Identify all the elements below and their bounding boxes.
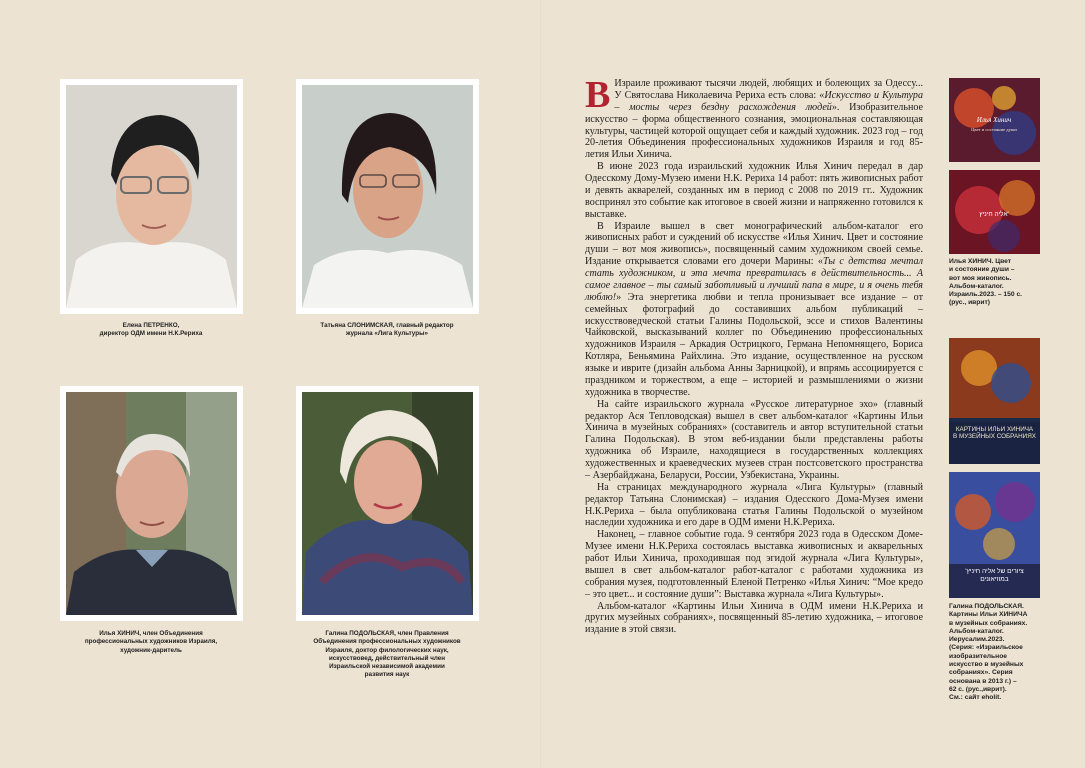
- book-cover-4-title: ציורים של אליה חיניץ' במוזיאונים: [965, 568, 1024, 583]
- book-cover-4: [949, 472, 1040, 598]
- article-body: [585, 74, 923, 636]
- portrait-petrenko-image: [66, 85, 237, 308]
- portrait-khinich-image: [66, 392, 237, 615]
- book-cover-1-title: Илья Хинич: [976, 116, 1012, 124]
- book-caption-2: Галина ПОДОЛЬСКАЯ. Картины Ильи ХИНИЧА в музейных собраниях. Альбом-каталог. Иерусалим.2023. (Серия: «Израильское изобразительное искусство в музейных собраниях». Серия основана в 2013 г.) – 62 с. (рус.,иврит). См.: сайт eholit.: [949, 603, 1028, 702]
- portrait-podolskaya-image: [302, 392, 473, 615]
- book-caption-1: Илья ХИНИЧ. Цвет и состояние души – вот моя живопись. Альбом-каталог. Израиль.2023. – 150 с. (рус., иврит): [949, 258, 1023, 307]
- portrait-khinich: [60, 386, 243, 621]
- article-paragraph-6: Наконец, – главное событие года. 9 сентября 2023 года в Одесском Доме-Музее имени Н.К.Рериха состоялась выставка живописных и акварельных работ Ильи Хинича, проходившая под эгидой журнала «Лига Культуры», вышел в свет альбом-каталог работ-каталог с работами художника из собрания музея, подготовленный Еленой Петренко «Илья Хинич: “Мое кредо – это цвет... и состояние души”: Выставка журнала «Лига Культуры».: [585, 529, 923, 600]
- book-cover-1-subtitle: Цвет и состояние души: [971, 127, 1017, 132]
- caption-podolskaya: Галина ПОДОЛЬСКАЯ, член Правления Объединения профессиональных художников Израиля, доктор филологических наук, искусствовед, действительный член Израильской независимой академии развития наук: [313, 630, 461, 679]
- article-paragraph-1: В Израиле проживают тысячи людей, любящих и болеющих за Одессу... У Святослава Николаевича Рериха есть слова: «Искусство и Культура – мосты через бездну расхождения людей». Изобразительное искусство – форма общественного сознания, эмоциональная составляющая культуры, частицей которой ощущает себя и каждый художник. 2023 год – год 20-летия Объединения профессиональных художников Израиля и год 85-летия Ильи Хинича.: [585, 74, 923, 161]
- book-cover-1-art: [949, 78, 1040, 162]
- portrait-slonimskaya-image: [302, 85, 473, 308]
- article-paragraph-2: В июне 2023 года израильский художник Илья Хинич передал в дар Одесскому Дому-Музею имени Н.К. Рериха 14 работ: пять живописных работ и девять акварелей, созданных им в период с 2008 по 2019 гг.. Художник воспринял это событие как итоговое в своей жизни и напряженно готовился к выставке.: [585, 161, 923, 220]
- page-spine: [540, 0, 542, 768]
- book-cover-2-art: [949, 170, 1040, 254]
- book-cover-4-art: [949, 472, 1040, 598]
- book-cover-3-art: [949, 338, 1040, 464]
- book-cover-2: [949, 170, 1040, 254]
- article-paragraph-3: В Израиле вышел в свет монографический альбом-каталог его живописных работ и суждений об искусстве «Илья Хинич. Цвет и состояние души – вот моя живопись», посвященный самим художником своей семье. Издание открывается словами его дочери Марины: «Ты с детства мечтал стать художником, и эта мечта превратилась в действительность... А самое главное – ты самый заботливый и лучший папа в мире, и я очень тебя люблю!» Эта энергетика любви и тепла пронизывает все издание – от семейных фотографий до составивших альбом публикаций – искусствоведческой статьи Галины Подольской, эссе и стихов Валентины Чайковской, высказываний коллег по Объединению профессиональных художников Израиля – Аркадия Острицкого, Германа Непомнящего, Бориса Котляра, Беньямина Райхлина. Это издание, осуществленное на русском языке и иврите (дизайн альбома Анны Зарницкой), и впрямь ассоциируется с праздником и торжеством, а еще – историей и размышлениями о жизни художника в творчестве.: [585, 220, 923, 398]
- portrait-slonimskaya: [296, 79, 479, 314]
- caption-khinich: Илья ХИНИЧ, член Объединения профессиональных художников Израиля, художник-даритель: [84, 630, 218, 654]
- book-cover-3-title: КАРТИНЫ ИЛЬИ ХИНИЧА В МУЗЕЙНЫХ СОБРАНИЯХ: [953, 426, 1036, 441]
- portrait-petrenko: [60, 79, 243, 314]
- drop-cap: В: [585, 74, 611, 116]
- book-cover-3: [949, 338, 1040, 464]
- caption-petrenko: Елена ПЕТРЕНКО, директор ОДМ имени Н.К.Рериха: [99, 322, 203, 338]
- book-cover-1: [949, 78, 1040, 162]
- article-paragraph-4: На сайте израильского журнала «Русское литературное эхо» (главный редактор Ася Тепловодская) вышел в свет альбом-каталог «Картины Ильи Хинича в музейных собраниях» (составитель и автор вступительной статьи Галина Подольская). В этом веб-издании были представлены работы художника об Израиле, находящиеся в государственных коллекциях художественных и краеведческих музеев стран постсоветского пространства – Азербайджана, Беларуси, России, Узбекистана, Украины.: [585, 398, 923, 481]
- portrait-podolskaya: [296, 386, 479, 621]
- article-paragraph-7: Альбом-каталог «Картины Ильи Хинича в ОДМ имени Н.К.Рериха и других музейных собраниях», посвященный 85-летию художника, – итоговое издание в этой связи.: [585, 600, 923, 636]
- caption-slonimskaya: Татьяна СЛОНИМСКАЯ, главный редактор журнала «Лига Культуры»: [320, 322, 454, 338]
- book-cover-2-title: אליה חיניץ': [979, 211, 1009, 218]
- article-paragraph-5: На страницах международного журнала «Лига Культуры» (главный редактор Татьяна Слонимская) – издания Одесского Дома-Музея имени Н.К.Рериха – была опубликована статья Галины Подольской о музейном наследии художника и его даре в ОДМ имени Н.К.Рериха.: [585, 481, 923, 529]
